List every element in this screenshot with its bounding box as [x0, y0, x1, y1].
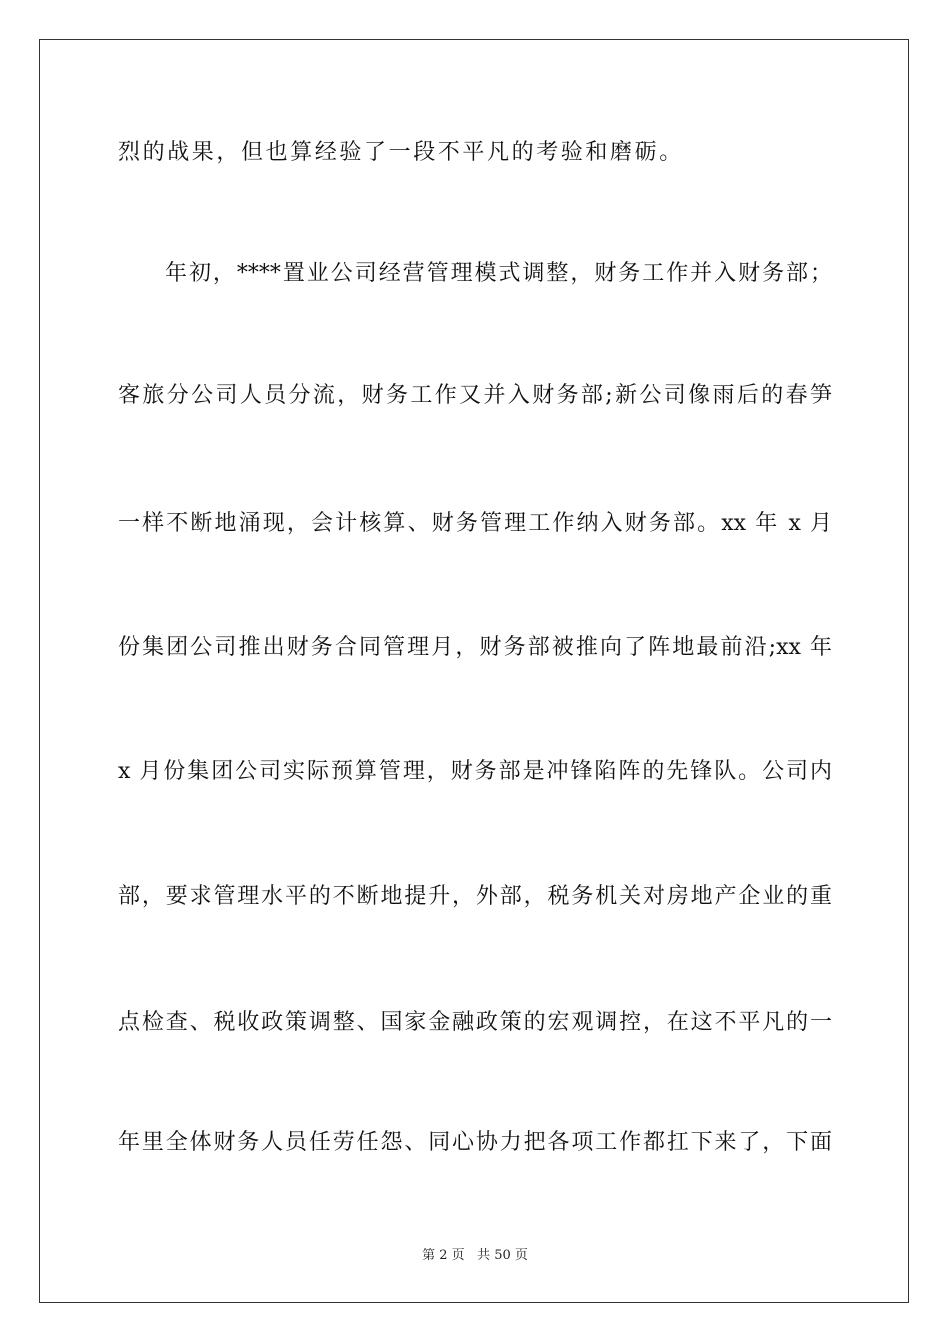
text-line-2-paragraph-start: 年初，****置业公司经营管理模式调整，财务工作并入财务部； [165, 261, 832, 286]
text-line-8: 点检查、税收政策调整、国家金融政策的宏观调控，在这不平凡的一 [118, 1010, 832, 1035]
page-number-footer: 第 2 页 共 50 页 [422, 1248, 528, 1263]
text-line-4: 一样不断地涌现，会计核算、财务管理工作纳入财务部。xx 年 x 月 [118, 511, 832, 536]
text-line-6: x 月份集团公司实际预算管理，财务部是冲锋陷阵的先锋队。公司内 [118, 759, 832, 784]
text-line-1: 烈的战果，但也算经验了一段不平凡的考验和磨砺。 [118, 140, 684, 165]
text-line-9: 年里全体财务人员任劳任怨、同心协力把各项工作都扛下来了，下面 [118, 1130, 832, 1155]
text-line-7: 部，要求管理水平的不断地提升，外部，税务机关对房地产企业的重 [118, 884, 832, 909]
text-line-3: 客旅分公司人员分流，财务工作又并入财务部;新公司像雨后的春笋 [118, 383, 832, 408]
text-line-5: 份集团公司推出财务合同管理月，财务部被推向了阵地最前沿;xx 年 [118, 635, 832, 660]
page-border [39, 39, 909, 1303]
